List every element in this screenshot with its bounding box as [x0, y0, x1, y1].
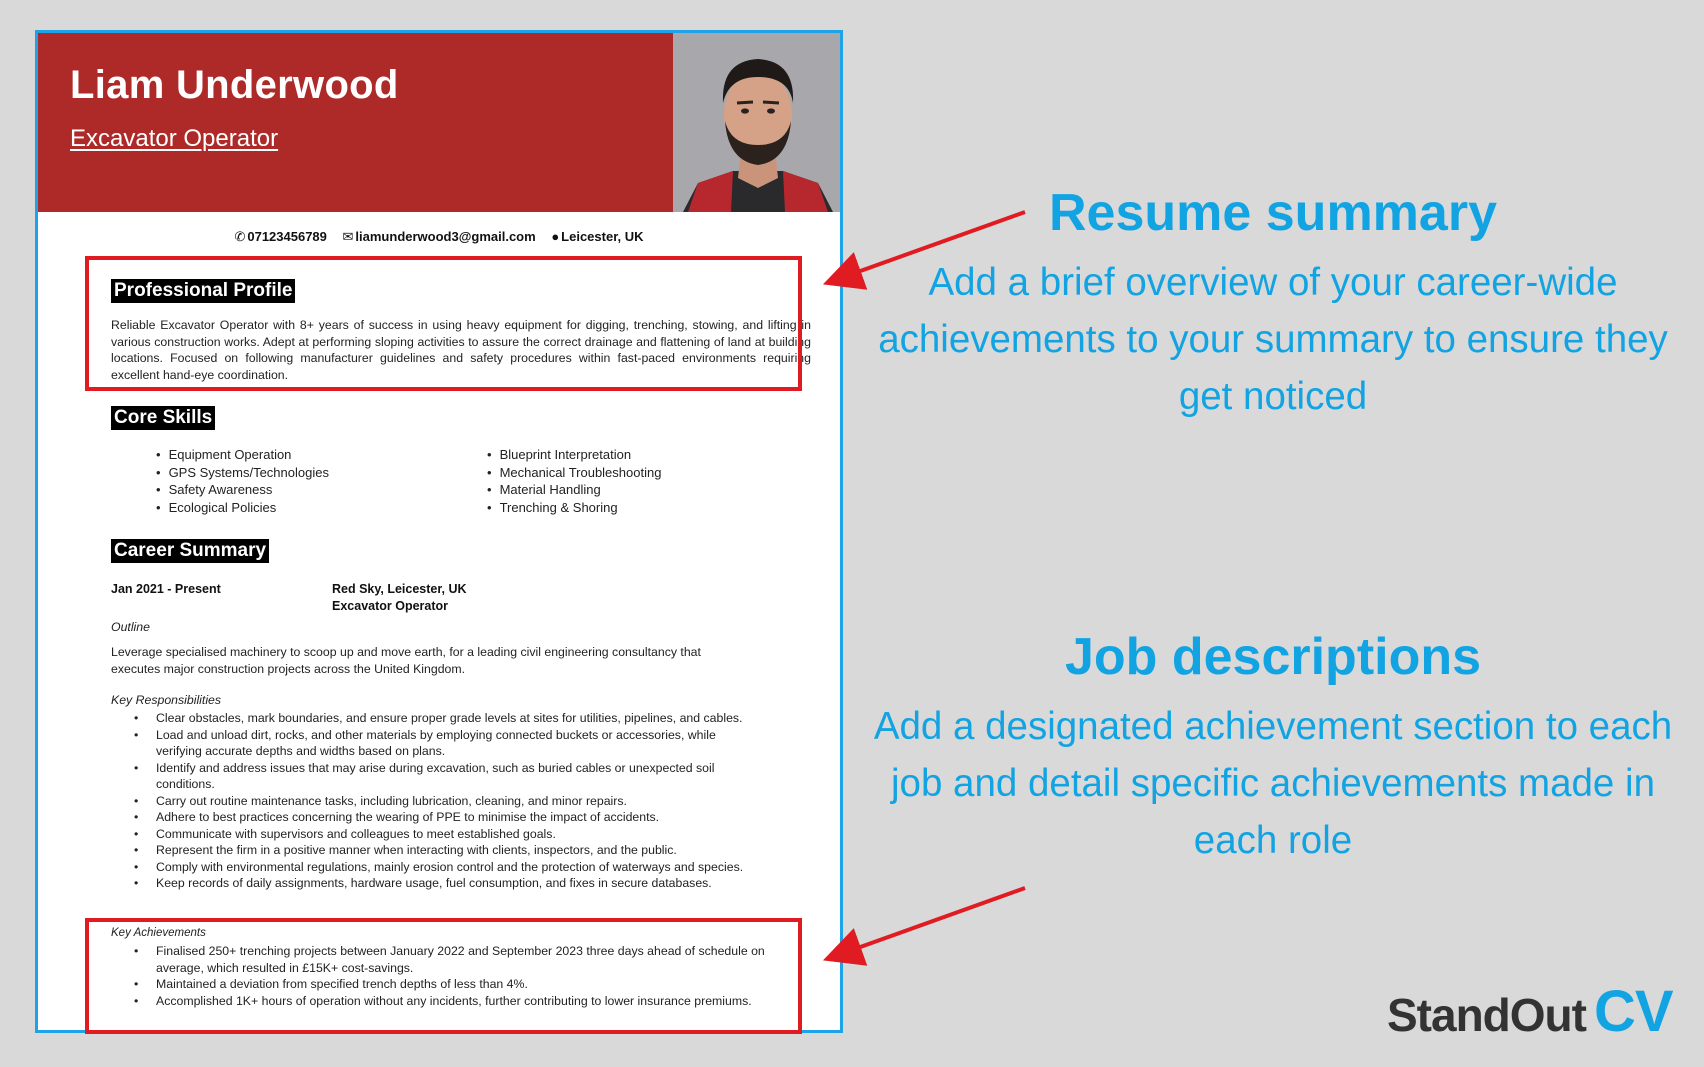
skill-item: • Safety Awareness: [156, 481, 329, 499]
logo-text-cv: CV: [1593, 979, 1673, 1044]
list-item: • Adhere to best practices concerning the wearing of PPE to minimise the impact of accidents.: [156, 809, 816, 826]
list-item: • Maintained a deviation from specified trench depths of less than 4%.: [156, 976, 816, 993]
skill-item: • Blueprint Interpretation: [487, 446, 661, 464]
summary-annotation-body: Add a brief overview of your career-wide achievements to your summary to ensure they get noticed: [878, 261, 1668, 418]
skill-item: • Equipment Operation: [156, 446, 329, 464]
job-company: Red Sky, Leicester, UK: [332, 582, 467, 596]
list-item: • Finalised 250+ trenching projects between January 2022 and September 2023 three days ahead of schedule on average, which resulted in £15K+ cost-savings.: [156, 943, 786, 976]
list-item: • Clear obstacles, mark boundaries, and ensure proper grade levels at sites for utilities, pipelines, and cables.: [156, 710, 816, 727]
job-role: Excavator Operator: [332, 599, 449, 613]
summary-annotation-title: Resume summary: [1049, 184, 1497, 242]
standout-cv-logo: [1387, 978, 1673, 1045]
list-item: • Communicate with supervisors and colleagues to meet established goals.: [156, 826, 816, 843]
list-item: • Carry out routine maintenance tasks, including lubrication, cleaning, and minor repairs.: [156, 793, 816, 810]
cv-job-title: Excavator Operator: [70, 125, 279, 152]
profile-text: Reliable Excavator Operator with 8+ years of success in using heavy equipment for digging, trenching, stowing, and lifting in various construction works. Adept at performing sloping activities to assure the correct drainage and flattening of land at building locations. Focused on following manufacturer guidelines and safety procedures within fast-paced environments requiring excellent hand-eye coordination.: [111, 318, 811, 382]
logo-text-standout: StandOut: [1387, 989, 1586, 1041]
email-text: liamunderwood3@gmail.com: [355, 229, 536, 244]
skill-item: • Material Handling: [487, 481, 661, 499]
skill-item: • Trenching & Shoring: [487, 499, 661, 517]
skill-item: • Ecological Policies: [156, 499, 329, 517]
skills-heading: Core Skills: [111, 406, 215, 430]
achievements-arrow: [838, 888, 1025, 955]
career-heading: Career Summary: [111, 539, 269, 563]
globe-icon: ●: [551, 229, 560, 244]
job-date: Jan 2021 - Present: [111, 582, 221, 596]
list-item: • Represent the firm in a positive manner when interacting with clients, inspectors, and the public.: [156, 842, 816, 859]
achievements-label: Key Achievements: [111, 927, 206, 939]
phone-icon: ✆: [234, 229, 246, 244]
jobs-annotation-body: Add a designated achievement section to each job and detail specific achievements made in each role: [873, 705, 1673, 862]
envelope-icon: ✉: [342, 229, 354, 244]
outline-text: Leverage specialised machinery to scoop up and move earth, for a leading civil engineering consultancy that executes major construction projects across the United Kingdom.: [111, 645, 701, 676]
phone-text: 07123456789: [247, 229, 327, 244]
jobs-annotation-title: Job descriptions: [1064, 628, 1482, 686]
skill-item: • GPS Systems/Technologies: [156, 464, 329, 482]
list-item: • Identify and address issues that may arise during excavation, such as buried cables or unexpected soil conditions.: [156, 760, 756, 793]
profile-heading: Professional Profile: [111, 279, 295, 303]
outline-label: Outline: [111, 620, 150, 634]
location-text: Leicester, UK: [561, 229, 644, 244]
list-item: • Load and unload dirt, rocks, and other materials by employing connected buckets or accessories, while verifying accurate depths and widths based on plans.: [156, 727, 756, 760]
cv-name: Liam Underwood: [70, 63, 399, 107]
list-item: • Accomplished 1K+ hours of operation without any incidents, further contributing to lower insurance premiums.: [156, 993, 756, 1010]
list-item: • Comply with environmental regulations, mainly erosion control and the protection of waterways and species.: [156, 859, 756, 876]
skill-item: • Mechanical Troubleshooting: [487, 464, 661, 482]
responsibilities-label: Key Responsibilities: [111, 693, 222, 707]
list-item: • Keep records of daily assignments, hardware usage, fuel consumption, and fixes in secure databases.: [156, 875, 816, 892]
